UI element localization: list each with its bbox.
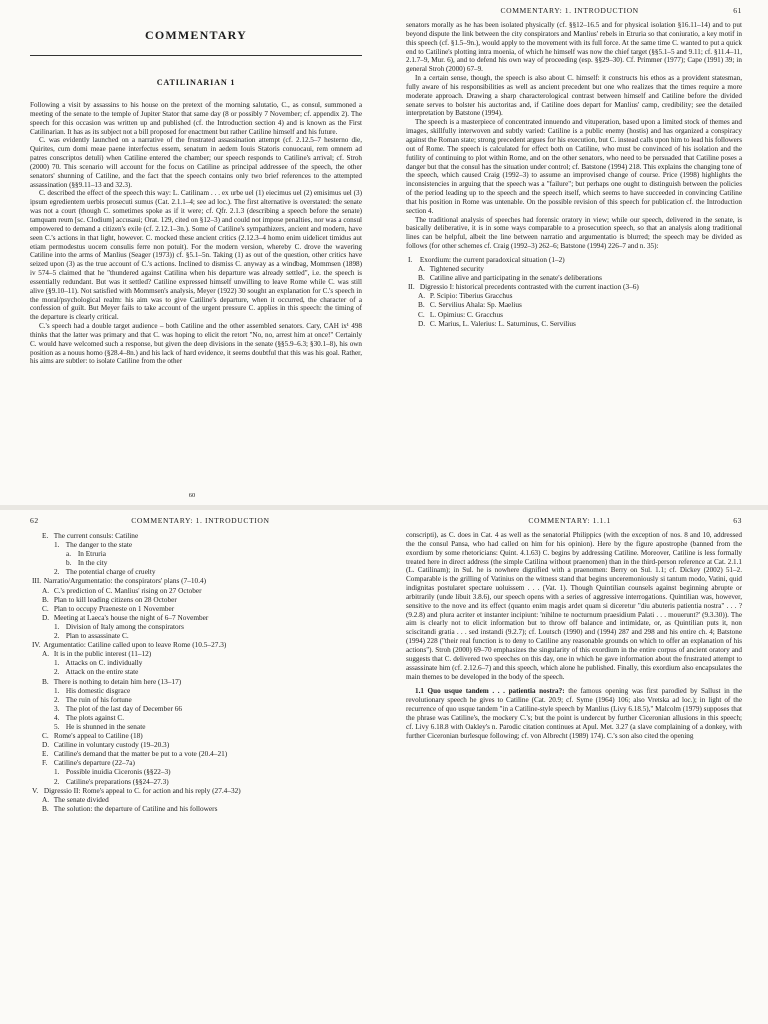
outline-item-label: II. (408, 282, 415, 292)
outline-item-text: Plan to occupy Praeneste on 1 November (52, 603, 175, 613)
outline-item-label: B. (42, 676, 49, 686)
running-head (406, 516, 742, 525)
outline-item-text: Rome's appeal to Catiline (18) (52, 731, 143, 741)
running-head-title: COMMENTARY: 1. INTRODUCTION (131, 516, 270, 525)
outline-item-text: Tightened security (428, 264, 484, 274)
outline-item-label: 1. (54, 685, 60, 695)
outline-item (30, 567, 362, 576)
outline-item-label: C. (42, 603, 49, 613)
page-number: 61 (733, 6, 742, 15)
outline-item-text: He is shunned in the senate (64, 721, 146, 731)
lemma-text: the famous opening was first parodied by Sallust in the revolutionary speech he gives to Catiline (Cat. 20.9; cf. Syme (1964) 106; also Vretska ad loc.); in light of the recurrence of quo usque tandem "in a Catiline-style speech by Manlius (Livy 6.18.5)," Malcolm (1979) supposes that the phrase was Catiline's, the mockery C.'s; but the point is undercut by further Ciceronian allusions in this speech; cf. Livy 6.18.8 with Oakley's n. Parodic citation continues at Apul. Met. 3.27 (a slave complaining of a donkey, with further Ciceronian burlesque following; cf. von Albrecht (1989) 174). C.'s son also cited the opening (406, 687, 742, 740)
outline-item-label: III. (32, 576, 42, 586)
outline-item-text: Catiline's demand that the matter be put to a vote (20.4–21) (52, 749, 228, 759)
running-head-title: COMMENTARY: 1.1.1 (528, 516, 611, 525)
outline-item-label: 1. (54, 621, 60, 631)
outline-item-text: Digressio II: Rome's appeal to C. for action and his reply (27.4–32) (42, 785, 241, 795)
outline-item-text: Possible inuidia Ciceronis (§§22–3) (64, 767, 171, 777)
outline-item-text: Plan to kill leading citizens on 28 October (52, 594, 177, 604)
outline-item-label: B. (42, 594, 49, 604)
outline-item (30, 586, 362, 595)
outline-item (406, 282, 742, 291)
outline-item-text: There is nothing to detain him here (13–17) (52, 676, 182, 686)
outline-item (30, 640, 362, 649)
outline-item-label: D. (42, 740, 50, 750)
title-rule (30, 55, 362, 56)
outline-item (30, 658, 362, 667)
outline-item-label: a. (66, 549, 72, 559)
outline-item-label: 5. (54, 721, 60, 731)
outline-item (30, 804, 362, 813)
outline-item (30, 795, 362, 804)
outline-item-label: 2. (54, 567, 60, 577)
outline-item-label: 3. (54, 703, 60, 713)
outline-item-label: D. (42, 612, 50, 622)
outline-item-text: Plan to assassinate C. (64, 631, 129, 641)
outline-item-label: 2. (54, 631, 60, 641)
outline-item-text: In Etruria (76, 549, 106, 559)
outline-item-label: 2. (54, 694, 60, 704)
outline-item (30, 722, 362, 731)
outline-item (30, 786, 362, 795)
outline-item (30, 576, 362, 585)
paragraph: conscripti), as C. does in Cat. 4 as well as the senatorial Philippics (with the exception of nos. 8 and 10, addressed the the consul Pansa, who had called on him for his opinion). Here by the figure apostrophe (banned from the exordium by some rhetoricians: Quint. 4.1.63) C. begins by addressing Catiline. Moreover, Catiline is less formally treated here in direct address (the simple Catilina without praenomen) than in the third-person reference at Cat. 2.1.1 (L. Catilinam); in Sul. he is nowhere dignified with a praenomen: Berry on Sul. 1.1; cf. Dickey (2002) 51–2. Comparable is the grilling of Vatinius on the witness stand that begins unceremoniously si tantum modo, Vatini, quid indignitas postularet spectare uoluissem . . . (Vat. 1). Though Quintilian counsels against beginning abrupte or arbitrarily (unde libuit 3.8.6), our speech opens with a series of aggressive interrogations. Quintilian was, however, sensitive to the nove and its effect (quanto enim magis ardet quam si diceretur "diu abuteris patientia nostra" . . . ? (9.2.8) and plura acriter et instanter incipiunt: 'nihilne te nocturnum praesidium Palati . . . mouerunt?' (9.3.30)). The aim is clearly not to elicit information but to throw off balance and intimidate, or, as Quintilian puts it, non sciscitandi gratia . . . sed instandi (9.2.7); cf. Loutsch (1990) and (1994) 287 and 298 and his entire ch. 4; Batstone (1994) 228 ("their real function is to deny to Catiline any reasonable grounds on which to offer an explanation of his actions"). Stroh (2000) 69–70 emphasizes the singularity of this exordium in the entire corpus of ancient oratory and suggests that C. delivered two speeches on this day, one in which he gave information about the frustrated attempt to assassinate him (cf. 2.12.6–7) and this speech, which alone he published. Finally, this exordium also encapsulates the main themes to be developed in the body of the speech. (406, 531, 742, 681)
running-head (30, 516, 362, 525)
outline-item-text: Catiline's preparations (§§24–27.3) (64, 776, 169, 786)
outline-item (30, 677, 362, 686)
page-61 (384, 0, 768, 505)
outline-item-text: The plot of the last day of December 66 (64, 703, 182, 713)
speech-outline (406, 255, 742, 328)
outline-item-label: B. (418, 300, 425, 310)
outline-item (30, 704, 362, 713)
outline-item-label: E. (42, 749, 49, 759)
outline-item-text: C. Servilius Ahala: Sp. Maelius (428, 300, 522, 310)
outline-item (406, 255, 742, 264)
outline-item (406, 300, 742, 309)
outline-item (30, 667, 362, 676)
outline-item-label: A. (42, 794, 50, 804)
outline-item-text: The current consuls: Catiline (52, 531, 139, 540)
outline-item-label: V. (32, 785, 39, 795)
outline-item-text: The plots against C. (64, 712, 125, 722)
outline-item-text: Catiline's departure (22–7a) (52, 758, 135, 768)
outline-item (406, 319, 742, 328)
outline-item (30, 758, 362, 767)
outline-item-text: Division of Italy among the conspirators (64, 621, 184, 631)
outline-item (30, 622, 362, 631)
outline-item-text: C. Marius, L. Valerius: L. Saturninus, C. Servilius (428, 318, 576, 328)
outline-item-text: Exordium: the current paradoxical situation (1–2) (418, 254, 565, 264)
outline-item-label: C. (42, 731, 49, 741)
outline-item-text: L. Opimius: C. Gracchus (428, 309, 503, 319)
paragraph: C. described the effect of the speech this way: L. Catilinam . . . ex urbe uel (1) eiecimus uel (2) emisimus uel (3) ipsum egredientem uerbis prosecuti sumus (Cat. 2.1.1–4; see ad loc.). The first alternative is overstated: the senate was not a court (though C. sometimes spoke as if it were; cf. Qfr. 2.1.3 (describing a speech before the senate) tamquam reum [sc. Clodium] accusaui; Orat. 129, cited on §12–3) and could not impose penalties, nor was a consul empowered to demand a citizen's exile (cf. 2.12.1–3n.). Some of Catiline's sympathizers, ancient and modern, have seen C.'s actions in that light, however. C. mocked these ancient critics (2.12.3–4 homo enim uidelicet timidus aut etiam permodestus uocem consulis ferre non potuit). For the modern version, whereby C. drove the wavering Catiline into the arms of Manlius (Seager (1973)) cf. §5.1–5n. Taking (1) as out of the question, other critics have seized upon (3) as the true account of C.'s actions. Inclined to dismiss C. anyway as a windbag, Mommsen (1898) iv 574–5 claimed that he "thundered against Catilina when his departure was already settled", i.e. the speech is essentially redundant. But was it settled? Catiline expressed himself unwilling to leave Rome while C. was still alive (§9.10–11). Not satisfied with Mommsen's analysis, Meyer (1922) 30 sought an explanation for C.'s speech in the moral/psychological realm: his aim was to give Catiline's departure, when it occurred, the character of a confession of guilt. But Meyer fails to take account of the urgent pressure C. applies in this speech: the timing of the departure is clearly critical. (30, 189, 362, 322)
outline-item-label: F. (42, 758, 48, 768)
outline-item-label: IV. (32, 640, 41, 650)
outline-item (30, 595, 362, 604)
outline-item-text: Meeting at Laeca's house the night of 6–7 November (52, 612, 209, 622)
lemma: 1.1 Quo usque tandem . . . patientia nostra?: (415, 687, 565, 696)
page-60 (0, 0, 384, 505)
running-head-title: COMMENTARY: 1. INTRODUCTION (500, 6, 639, 15)
folio-number: 60 (188, 492, 196, 499)
outline-item-label: D. (418, 318, 426, 328)
outline-item-label: A. (418, 264, 426, 274)
outline-item (30, 686, 362, 695)
paragraph: senators morally as he has been isolated physically (cf. §§12–16.5 and for physical isolation §16.11–14) and to put beyond dispute the link between the city conspirators and Manlius' rebels in Etruria so that coniuratio, a key motif in this speech (cf. §1.5–9n.), would apply to the movement with its full force. At the same time C. wanted to put a quick end to Catiline's plotting intra moenia, of which he himself was now the chief target (§§5.1–5 and 9.11; cf. §11.4–11, 2.1.7–9, Mur. 6), and to defend his own way of proceeding (esp. §§29–30). Cf. Primmer (1977); Cape (1991) 39; in general Stroh (2000) 67–9. (406, 21, 742, 74)
outline-item-label: 1. (54, 540, 60, 550)
page-number: 63 (733, 516, 742, 525)
outline-item-text: C.'s prediction of C. Manlius' rising on 27 October (52, 585, 202, 595)
paragraph: The traditional analysis of speeches had forensic oratory in view; while our speech, delivered in the senate, is basically deliberative, it is in some ways comparable to a prosecution speech, so that an analysis along traditional lines can be helpful, albeit the line between narratio and argumentatio is blurred; the speech may be divided as follows (for other schemes cf. Craig (1992–3) 262–6; Batstone (1994) 226–7 and n. 35): (406, 215, 742, 251)
outline-item-text: In the city (76, 558, 108, 568)
outline-item-text: The danger to the state (64, 540, 133, 550)
lemma-paragraph (406, 687, 742, 740)
outline-item-label: C. (418, 309, 425, 319)
outline-item-label: 1. (54, 658, 60, 668)
outline-item-label: I. (408, 254, 413, 264)
outline-item-label: B. (418, 273, 425, 283)
running-head (406, 6, 742, 15)
paragraph: The speech is a masterpiece of concentrated innuendo and vituperation, based upon a limited stock of themes and images, skillfully interwoven and subtly varied: Catiline is a public enemy (hostis) and has organized a conspiracy against the Roman state; strong precedent argues for his execution, but C. instead calls upon him to lead his followers out of Rome. The speech is calculated for effect both on Catiline, who must be convinced of his isolation and the futility of continuing to plot within Rome, and on the other senators, who need to be persuaded that Catiline poses a danger but that the consul has the situation under control; cf. Batstone (1994) 218. This explains the changing tone of the speech, which caused Craig (1992–3) to assume an improvised change of course. Price (1998) highlights the inconsistencies in arguing that the speech was a "failure"; but perhaps one ought to distinguish between the policies of the period leading up to the speech and the speech itself, which seems to have succeeded in convincing Catiline that his position in Rome was untenable. On the possible revision of this speech for publication cf. the Introduction section 4. (406, 118, 742, 215)
outline-item-label: 1. (54, 767, 60, 777)
outline-item (406, 291, 742, 300)
outline-item-text: Narratio/Argumentatio: the conspirators' plans (7–10.4) (42, 576, 207, 586)
outline-item (30, 777, 362, 786)
outline-item (30, 540, 362, 549)
outline-item-text: Argumentatio: Catiline called upon to leave Rome (10.5–27.3) (42, 640, 227, 650)
outline-item (30, 613, 362, 622)
outline-item (30, 749, 362, 758)
outline-item (30, 531, 362, 540)
outline-item-label: 2. (54, 667, 60, 677)
outline-item (406, 273, 742, 282)
outline-item-label: 2. (54, 776, 60, 786)
outline-item-label: B. (42, 803, 49, 813)
paragraph: In a certain sense, though, the speech is also about C. himself: it constructs his ethos as a provident statesman, fully aware of his responsibilities as well as ancient precedent but one who realizes that the times require a more moderate approach. Drawing a sharp characterological contrast between himself and Catiline before the divided senate serves to bolster his auctoritas and, if Catiline does depart for Manlius' camp, credibility; see the detailed interpretation by Batstone (1994). (406, 74, 742, 118)
page-63 (384, 510, 768, 1024)
outline-item-text: His domestic disgrace (64, 685, 131, 695)
page-62 (0, 510, 384, 1024)
outline-item-text: The potential charge of cruelty (64, 567, 156, 577)
paragraph: C.'s speech had a double target audience – both Catiline and the other assembled senators. Cary, CAH ix¹ 498 thinks that the latter was primary and that C. was hoping to elicit the retort "No, no, arrest him at once!" Certainly C. would have welcomed such a response, but given the deep divisions in the senate (§§5.9–6.3; §30.1–8), his own position as a nouus homo (§28.4–8n.) and his lack of hard evidence, it seems doubtful that this was his goal. Rather, his aims are subtler: to isolate Catiline from the other (30, 322, 362, 366)
page-number: 62 (30, 516, 39, 525)
outline-item (406, 310, 742, 319)
outline-item (30, 713, 362, 722)
outline-item (30, 695, 362, 704)
outline-item-label: E. (42, 531, 49, 540)
outline-item (30, 558, 362, 567)
paragraph: Following a visit by assassins to his house on the pretext of the morning salutatio, C., as consul, summoned a meeting of the senate to the temple of Jupiter Stator that same day (8 or possibly 7 November; cf. appendix 2). The speech for this occasion was written up and published (cf. the Introduction section 4) and is known as the First Catilinarian. It has as its subject not a bill proposed for enactment but rather Catiline himself and his future. (30, 101, 362, 136)
section-title: CATILINARIAN 1 (156, 78, 236, 87)
outline-item-label: b. (66, 558, 72, 568)
outline-item-text: Attacks on C. individually (64, 658, 143, 668)
outline-item (30, 549, 362, 558)
page-title: COMMENTARY (144, 28, 247, 42)
outline-item (30, 731, 362, 740)
outline-item-text: It is in the public interest (11–12) (52, 649, 152, 659)
outline-item-text: P. Scipio: Tiberius Gracchus (428, 291, 513, 301)
outline-item (30, 604, 362, 613)
speech-outline (30, 531, 362, 813)
outline-item-text: Catiline in voluntary custody (19–20.3) (52, 740, 170, 750)
outline-item (30, 767, 362, 776)
outline-item-text: The solution: the departure of Catiline and his followers (52, 803, 218, 813)
outline-item-label: 4. (54, 712, 60, 722)
outline-item-text: Attack on the entire state (64, 667, 139, 677)
outline-item (406, 264, 742, 273)
outline-item-text: Catiline alive and participating in the senate's deliberations (428, 273, 602, 283)
outline-item-label: A. (42, 585, 50, 595)
outline-item-text: The senate divided (52, 794, 109, 804)
outline-item (30, 631, 362, 640)
paragraph: C. was evidently launched on a narrative of the frustrated assassination attempt (cf. 2.12.5–7 hesterno die, Quirites, cum domi meae paene interfectus essem, senatum in aedem Iouis Statoris conuocaui, rem omnem ad patres conscriptos detuli) when Catiline entered the chamber; our speech responds to Catiline's arrival; cf. Stroh (2000) 70. This scenario will account for the focus on Catiline as principal addressee of the speech, the other senators' shunning of Catiline, and the fact that the speech contains only two brief references to the attempted assassination (§§9.11–13 and 32.3). (30, 136, 362, 189)
outline-item (30, 649, 362, 658)
outline-item-text: Digressio I: historical precedents contrasted with the current inaction (3–6) (418, 282, 639, 292)
outline-item (30, 740, 362, 749)
outline-item-label: A. (418, 291, 426, 301)
outline-item-text: The ruin of his fortune (64, 694, 132, 704)
outline-item-label: A. (42, 649, 50, 659)
